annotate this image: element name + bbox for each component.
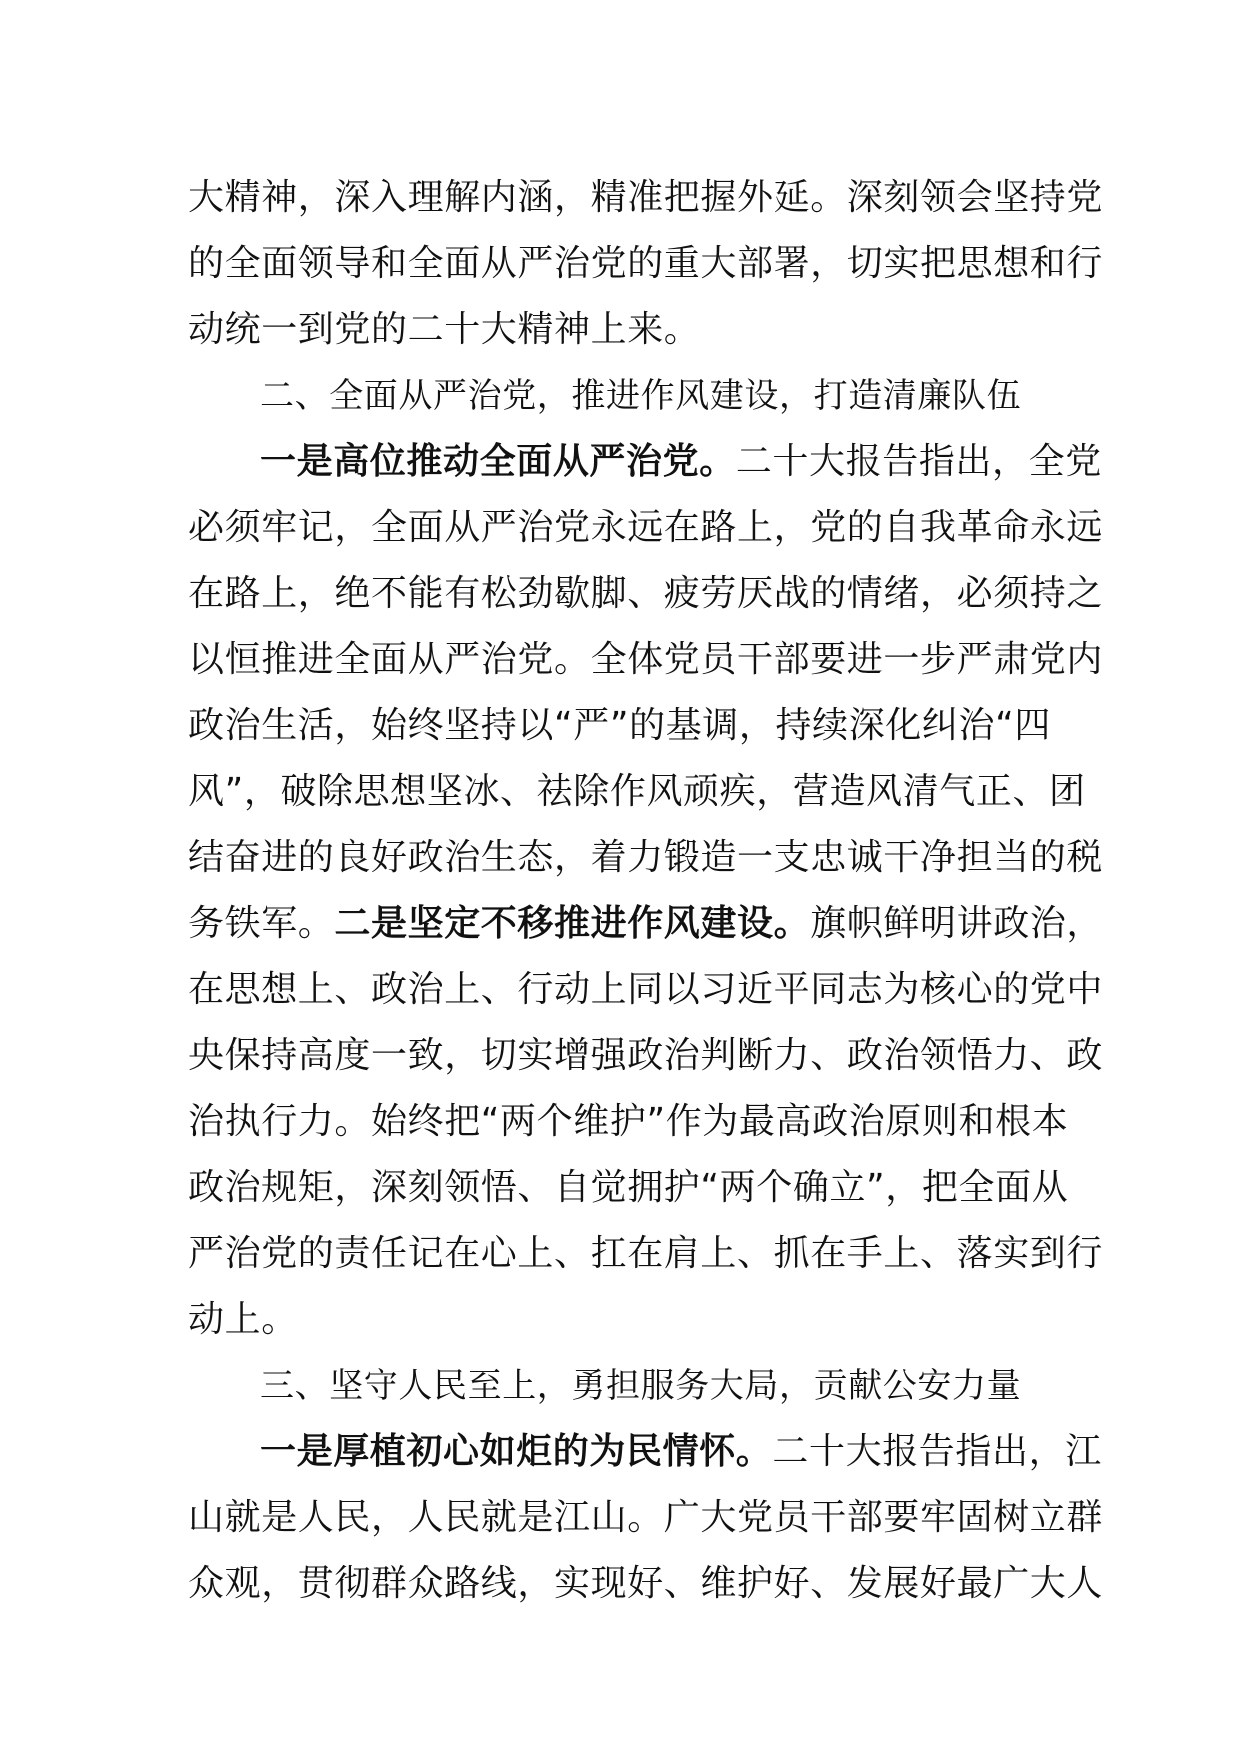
text-line: 央保持高度一致，切实增强政治判断力、政治领悟力、政 <box>188 1035 1104 1076</box>
text-line: 在路上，绝不能有松劲歇脚、疲劳厌战的情绪，必须持之 <box>188 573 1104 614</box>
text-line: 山就是人民，人民就是江山。广大党员干部要牢固树立群 <box>188 1497 1104 1538</box>
text-line: 结奋进的良好政治生态，着力锻造一支忠诚干净担当的税 <box>188 837 1104 878</box>
text-line <box>188 429 1102 495</box>
text-line: 动上。 <box>188 1299 298 1340</box>
text-line: 在思想上、政治上、行动上同以习近平同志为核心的党中 <box>188 969 1104 1010</box>
bold-lead: 一是厚植初心如炬的为民情怀。 <box>260 1431 773 1472</box>
text-line: 政治规矩，深刻领悟、自觉拥护“两个确立”，把全面从 <box>188 1167 1069 1208</box>
text-line: 治执行力。始终把“两个维护”作为最高政治原则和根本 <box>188 1101 1069 1142</box>
text-line: 严治党的责任记在心上、扛在肩上、抓在手上、落实到行 <box>188 1233 1104 1274</box>
text-run: 二十大报告指出，江 <box>772 1431 1102 1472</box>
text-line: 众观，贯彻群众路线，实现好、维护好、发展好最广大人 <box>188 1563 1104 1604</box>
document-page <box>188 165 1104 1617</box>
text-line <box>188 1419 1102 1485</box>
text-line: 以恒推进全面从严治党。全体党员干部要进一步严肃党内 <box>188 639 1104 680</box>
text-line: 政治生活，始终坚持以“严”的基调，持续深化纠治“四 <box>188 705 1051 746</box>
section-heading: 三、坚守人民至上，勇担服务大局，贡献公安力量 <box>260 1366 1022 1406</box>
text-run: 旗帜鲜明讲政治， <box>810 903 1104 944</box>
text-line: 风”，破除思想坚冰、祛除作风顽疾，营造风清气正、团 <box>188 771 1086 812</box>
text-line: 的全面领导和全面从严治党的重大部署，切实把思想和行 <box>188 243 1104 284</box>
text-line <box>188 891 1104 957</box>
text-line: 动统一到党的二十大精神上来。 <box>188 309 701 350</box>
bold-lead: 一是高位推动全面从严治党。 <box>260 441 736 482</box>
section-heading: 二、全面从严治党，推进作风建设，打造清廉队伍 <box>260 376 1022 416</box>
text-run: 二十大报告指出，全党 <box>735 441 1102 482</box>
text-line: 必须牢记，全面从严治党永远在路上，党的自我革命永远 <box>188 507 1104 548</box>
text-run: 务铁军。 <box>188 903 335 944</box>
text-line: 大精神，深入理解内涵，精准把握外延。深刻领会坚持党 <box>188 177 1104 218</box>
bold-lead: 二是坚定不移推进作风建设。 <box>334 903 811 944</box>
